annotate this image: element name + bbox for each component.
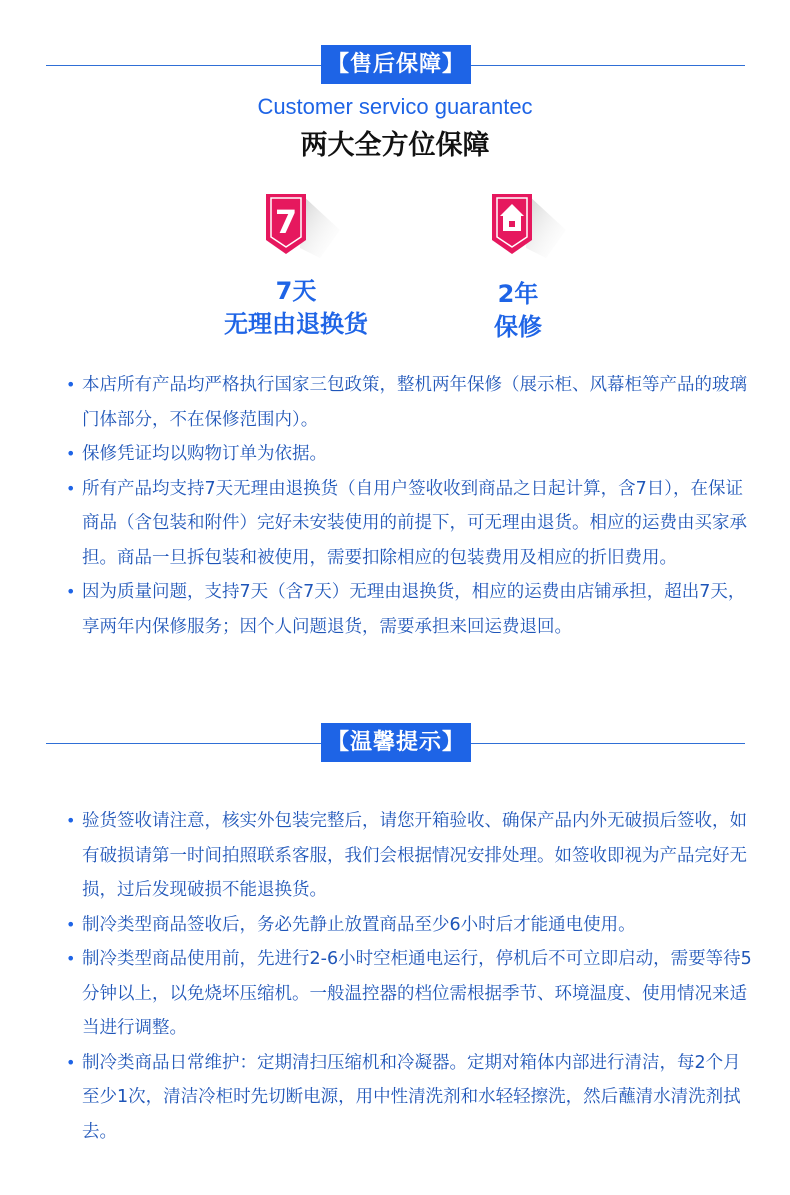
bullet-icon: • [66, 375, 76, 394]
list-item [66, 472, 756, 576]
bullet-icon: • [66, 811, 76, 830]
feature-seven-day-line2: 无理由退换货 [224, 310, 368, 338]
list-item [66, 908, 756, 943]
bullet-icon: • [66, 478, 76, 498]
tips-list [66, 804, 756, 1149]
list-item [66, 575, 756, 644]
list-item-text: 制冷类商品日常维护：定期清扫压缩机和冷凝器。定期对箱体内部进行清洁，每2个月至少1次，清洁冷柜时先切断电源，用中性清洗剂和水轻轻擦洗，然后蘸清水清洗剂拭去。 [82, 1052, 741, 1142]
feature-two-year-line2: 保修 [494, 313, 542, 341]
list-item [66, 368, 756, 437]
bullet-icon: • [66, 949, 76, 968]
list-item-text: 因为质量问题，支持7天（含7天）无理由退换货，相应的运费由店铺承担，超出7天，享两年内保修服务；因个人问题退货，需要承担来回运费退回。 [82, 582, 746, 637]
list-item-text: 所有产品均支持7天无理由退换货（自用户签收收到商品之日起计算，含7日），在保证商品（含包装和附件）完好未安装使用的前提下，可无理由退货。相应的运费由买家承担。商品一旦拆包装和被使用，需要扣除相应的包装费用及相应的折旧费用。 [82, 478, 747, 568]
feature-seven-day [186, 275, 406, 341]
list-item [66, 804, 756, 908]
divider-line-right [470, 65, 745, 66]
list-item-text: 本店所有产品均严格执行国家三包政策，整机两年保修（展示柜、风幕柜等产品的玻璃门体部分，不在保修范围内）。 [82, 375, 747, 430]
divider-line-left [46, 65, 322, 66]
section-tag-after-sales: 【售后保障】 [321, 45, 471, 84]
list-item-text: 保修凭证均以购物订单为依据。 [82, 444, 327, 464]
list-item-text: 验货签收请注意，核实外包装完整后，请您开箱验收、确保产品内外无破损后签收，如有破损请第一时间拍照联系客服，我们会根据情况安排处理。如签收即视为产品完好无损，过后发现破损不能退换货。 [82, 811, 747, 900]
list-item [66, 437, 756, 472]
seven-day-icon [262, 190, 342, 260]
seven-badge-text: 7 [274, 203, 298, 241]
after-sales-list [66, 368, 756, 644]
section-tag-tips: 【温馨提示】 [321, 723, 471, 762]
bullet-icon: • [66, 1052, 76, 1072]
bullet-icon: • [66, 444, 76, 463]
list-item [66, 942, 756, 1046]
divider-line-left [46, 743, 322, 744]
subtitle-chinese: 两大全方位保障 [300, 130, 490, 161]
subtitle-english: Customer servico guarantec [257, 94, 533, 119]
list-item-text: 制冷类型商品签收后，务必先静止放置商品至少6小时后才能通电使用。 [82, 914, 636, 935]
feature-two-year [438, 278, 598, 344]
bullet-icon: • [66, 914, 76, 934]
feature-seven-day-line1: 7天 [275, 277, 317, 305]
bullet-icon: • [66, 582, 76, 601]
home-icon [488, 190, 568, 260]
feature-two-year-line1: 2年 [497, 280, 539, 308]
list-item [66, 1046, 756, 1150]
divider-line-right [470, 743, 745, 744]
list-item-text: 制冷类型商品使用前，先进行2-6小时空柜通电运行，停机后不可立即启动，需要等待5分钟以上，以免烧坏压缩机。一般温控器的档位需根据季节、环境温度、使用情况来适当进行调整。 [82, 949, 752, 1038]
